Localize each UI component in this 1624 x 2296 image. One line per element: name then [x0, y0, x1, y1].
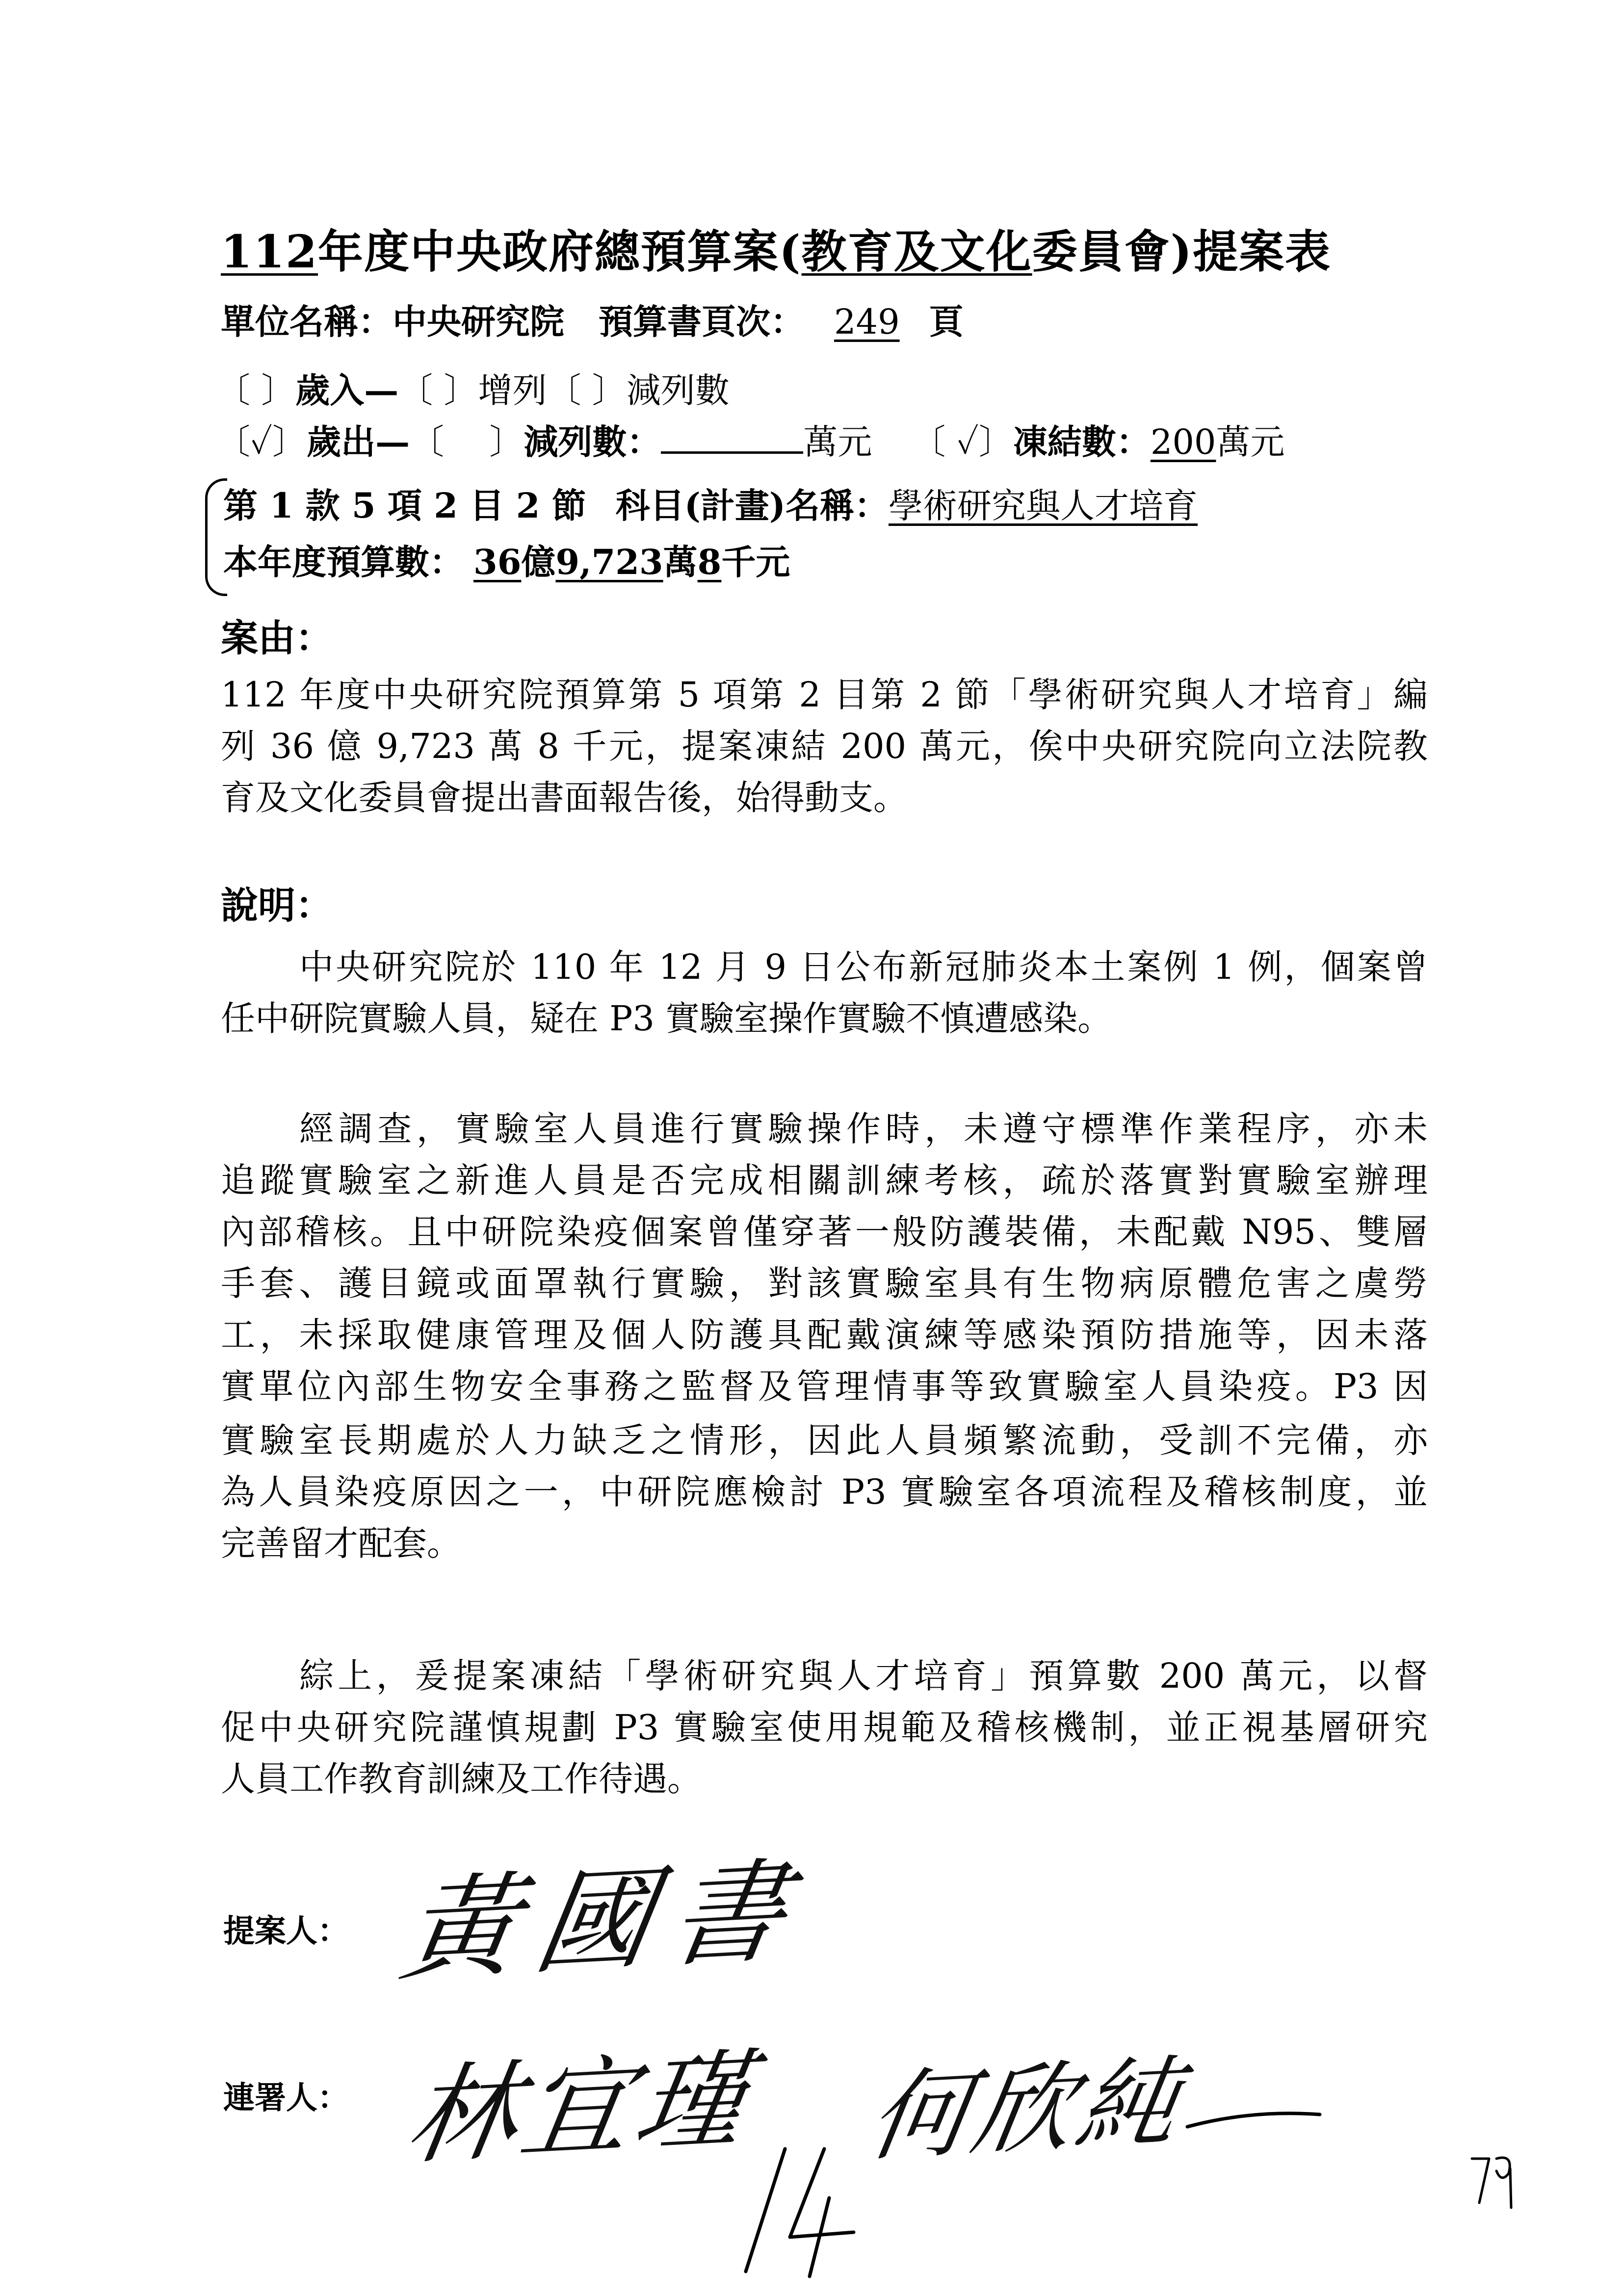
title-mid: 年度中央政府總預算案(: [318, 225, 802, 278]
unit-label: 單位名稱：: [221, 301, 393, 342]
proposer-signature: 黃國書: [393, 1845, 815, 1997]
item-name-value: 學術研究與人才培育: [889, 486, 1198, 526]
freeze-unit: 萬元: [1216, 422, 1285, 462]
title-year: 112: [221, 225, 318, 278]
expenditure-label: 歲出—: [307, 421, 410, 462]
paragraph-line: 實單位內部生物安全事務之監督及管理情事等致實驗室人員染疫。P3 因: [221, 1366, 1428, 1407]
title-committee: 教育及文化: [801, 225, 1032, 278]
item-name-label: 科目(計畫)名稱：: [615, 485, 889, 526]
paragraph-line: 任中研院實驗人員，疑在 P3 實驗室操作實驗不慎遭感染。: [221, 998, 1112, 1039]
cosigner-label: 連署人：: [223, 2080, 349, 2116]
revenue-checkbox: 〔 〕: [216, 370, 296, 411]
reduce-unit: 萬元: [803, 422, 872, 462]
cosigner-signature-2: 何欣純: [861, 2044, 1192, 2175]
unit-value: 中央研究院: [393, 301, 564, 342]
reason-line: 112 年度中央研究院預算第 5 項第 2 目第 2 節「學術研究與人才培育」編: [221, 675, 1428, 715]
page-label: 預算書頁次：: [599, 301, 805, 342]
paragraph-line: 實驗室長期處於人力缺乏之情形，因此人員頻繁流動，受訓不完備，亦: [221, 1420, 1428, 1461]
cosigner-signature-1: 林宜瑾: [399, 2036, 761, 2180]
page-value: 249: [834, 302, 900, 342]
paragraph-line: 完善留才配套。: [221, 1523, 461, 1564]
freeze-value: 200: [1150, 422, 1216, 462]
paragraph-line: 人員工作教育訓練及工作待遇。: [221, 1759, 702, 1799]
decrease-label: 減列數: [626, 370, 730, 411]
paragraph-line: 中央研究院於 110 年 12 月 9 日公布新冠肺炎本土案例 1 例，個案曾: [299, 947, 1428, 987]
revenue-label: 歲入—: [295, 370, 399, 411]
reason-heading: 案由：: [221, 616, 333, 660]
budget-label: 本年度預算數：: [223, 542, 464, 582]
item-section: 第 1 款 5 項 2 目 2 節: [223, 485, 586, 526]
paragraph-line: 追蹤實驗室之新進人員是否完成相關訓練考核，疏於落實對實驗室辦理: [221, 1160, 1428, 1200]
budget-yi: 36: [473, 542, 522, 582]
freeze-label: 凍結數：: [1013, 421, 1151, 462]
handwritten-number-14: [746, 2149, 854, 2276]
paragraph-line: 手套、護目鏡或面罩執行實驗，對該實驗室具有生物病原體危害之虞勞: [221, 1263, 1428, 1304]
increase-checkbox: 〔 〕: [398, 370, 478, 411]
reduce-label: 減列數：: [524, 421, 661, 462]
reason-line: 列 36 億 9,723 萬 8 千元，提案凍結 200 萬元，俟中央研究院向立法院教: [221, 726, 1428, 766]
title-end: 委員會)提案表: [1032, 225, 1332, 278]
budget-qian: 8: [697, 542, 722, 582]
budget-qian-unit: 千元: [721, 542, 790, 582]
reduce-checkbox: 〔 〕: [410, 422, 524, 462]
paragraph-line: 經調查，實驗室人員進行實驗操作時，未遵守標準作業程序，亦未: [299, 1109, 1428, 1149]
budget-wan-unit: 萬: [663, 542, 698, 582]
reason-line: 育及文化委員會提出書面報告後，始得動支。: [221, 778, 908, 818]
budget-wan: 9,723: [555, 542, 663, 582]
explanation-heading: 說明：: [221, 884, 333, 927]
expenditure-checkbox: 〔✓〕: [216, 422, 307, 462]
proposer-label: 提案人：: [223, 1913, 349, 1950]
handwritten-page-number: [1472, 2158, 1511, 2208]
paragraph-line: 綜上，爰提案凍結「學術研究與人才培育」預算數 200 萬元，以督: [299, 1656, 1428, 1696]
paragraph-line: 為人員染疫原因之一，中研院應檢討 P3 實驗室各項流程及稽核制度，並: [221, 1472, 1428, 1512]
paragraph-line: 促中央研究院謹慎規劃 P3 實驗室使用規範及稽核機制，並正視基層研究: [221, 1707, 1428, 1748]
freeze-checkbox: 〔 ✓〕: [911, 422, 1013, 462]
increase-label: 增列: [478, 370, 547, 411]
signature-underline: [1187, 2113, 1320, 2127]
decrease-checkbox: 〔 〕: [547, 370, 627, 411]
paragraph-line: 內部稽核。且中研院染疫個案曾僅穿著一般防護裝備，未配戴 N95、雙層: [221, 1212, 1428, 1252]
paragraph-line: 工，未採取健康管理及個人防護具配戴演練等感染預防措施等，因未落: [221, 1315, 1428, 1355]
budget-yi-unit: 億: [521, 542, 556, 582]
page-unit: 頁: [929, 301, 964, 342]
